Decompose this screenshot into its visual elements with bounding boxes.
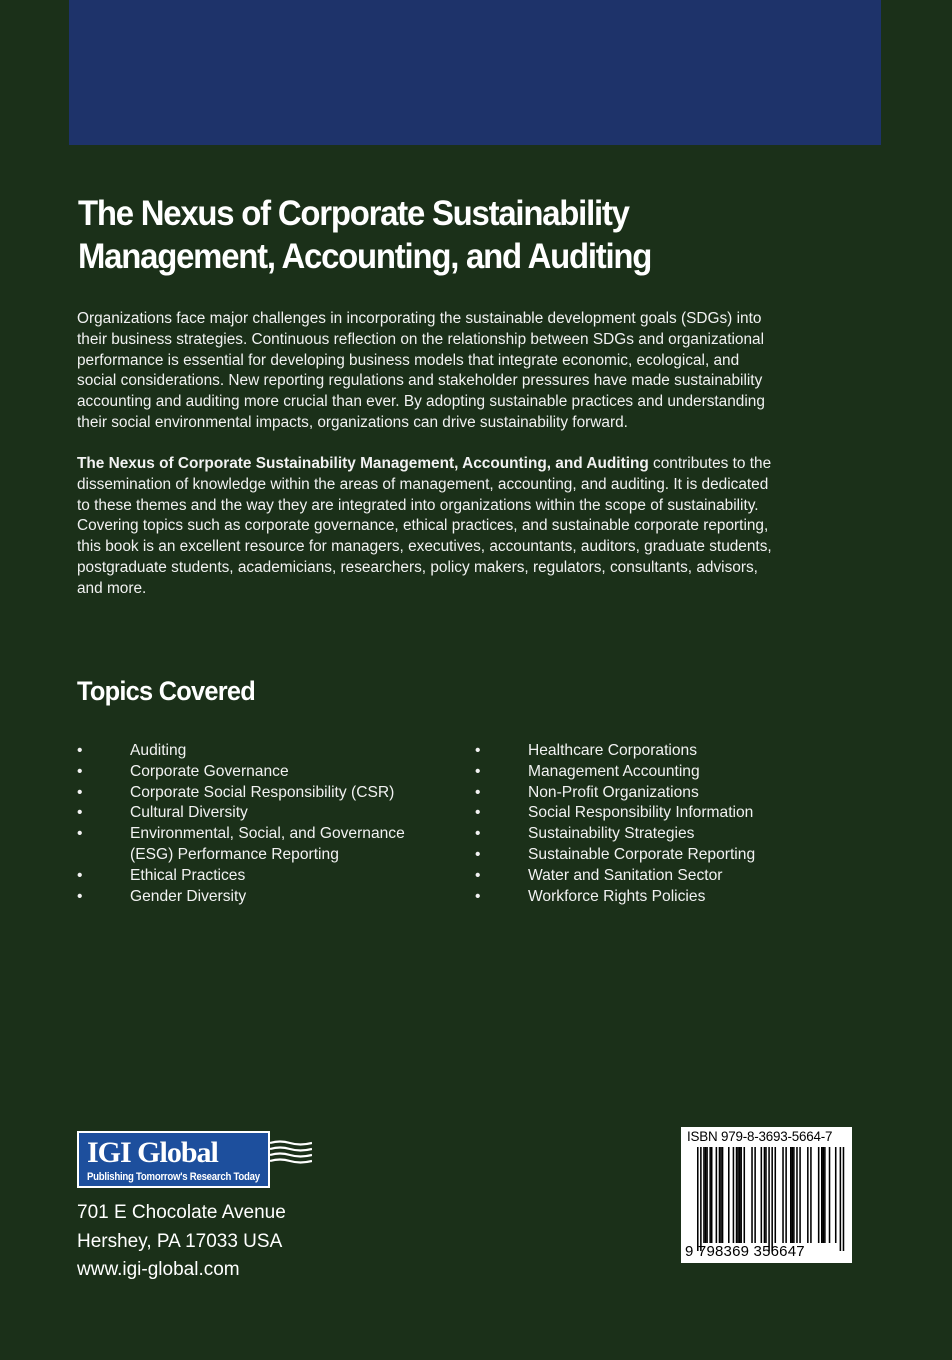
- address-street: 701 E Chocolate Avenue: [77, 1202, 286, 1223]
- bullet-icon: •: [475, 804, 481, 822]
- bullet-icon: •: [475, 866, 481, 884]
- barcode-bar: [782, 1147, 784, 1243]
- paragraph-line: [77, 454, 877, 475]
- topic-label: Water and Sanitation Sector: [528, 866, 723, 884]
- barcode-bar: [700, 1147, 702, 1251]
- barcode-bar: [739, 1147, 741, 1243]
- barcode-bar: [765, 1147, 767, 1243]
- topic-item: [77, 783, 457, 804]
- barcode-bar: [792, 1147, 794, 1243]
- barcode-bar: [775, 1147, 777, 1243]
- topic-label: Environmental, Social, and Governance: [130, 825, 405, 843]
- logo-name: IGI Global: [87, 1136, 218, 1169]
- topic-item: [77, 866, 457, 887]
- topic-item: [475, 783, 855, 804]
- bullet-icon: •: [475, 887, 481, 905]
- topic-label: Sustainability Strategies: [528, 825, 695, 843]
- barcode-bar: [706, 1147, 708, 1243]
- bullet-icon: •: [77, 825, 83, 843]
- topic-label: Corporate Social Responsibility (CSR): [130, 783, 395, 801]
- barcode-bar: [716, 1147, 718, 1243]
- barcode-bar: [835, 1147, 837, 1243]
- barcode-bar: [705, 1147, 707, 1243]
- paragraph-line: dissemination of knowledge within the areas of management, accounting, and auditing. It is dedicated: [77, 475, 769, 493]
- barcode-bar: [840, 1147, 842, 1251]
- isbn-label: ISBN 979-8-3693-5664-7: [687, 1129, 833, 1144]
- barcode-bar: [754, 1147, 756, 1243]
- logo-tagline: Publishing Tomorrow's Research Today: [87, 1171, 260, 1183]
- barcode-bar: [719, 1147, 721, 1243]
- topics-list-right: [475, 741, 855, 907]
- barcode-bar: [824, 1147, 826, 1243]
- barcode-icon: [687, 1147, 847, 1251]
- topic-label: Cultural Diversity: [130, 804, 248, 822]
- barcode-bar: [790, 1147, 792, 1243]
- book-title-inline: The Nexus of Corporate Sustainability Management, Accounting, and Auditing: [77, 455, 649, 472]
- top-color-band: [69, 0, 881, 145]
- topics-heading: Topics Covered: [77, 676, 255, 706]
- barcode-bar: [744, 1147, 746, 1243]
- barcode-bar: [818, 1147, 820, 1243]
- barcode-bar: [793, 1147, 795, 1243]
- barcode-bar: [722, 1147, 724, 1243]
- barcode-digits: 9 798369 356647: [685, 1243, 805, 1260]
- barcode-bar: [796, 1147, 798, 1243]
- paragraph-line: performance is essential for developing business models that integrate economic, ecological, and: [77, 351, 740, 369]
- topic-label: Non-Profit Organizations: [528, 783, 699, 801]
- publisher-website: www.igi-global.com: [77, 1259, 240, 1280]
- paragraph-line: postgraduate students, academicians, researchers, policy makers, regulators, consultants, advisors,: [77, 558, 758, 576]
- barcode-bar: [764, 1147, 766, 1243]
- topic-item: [475, 845, 855, 866]
- logo-waves-icon: [270, 1139, 312, 1167]
- bullet-icon: •: [475, 742, 481, 759]
- logo-box: [77, 1131, 270, 1188]
- topic-label: Gender Diversity: [130, 887, 247, 905]
- topic-item: [475, 887, 855, 908]
- barcode-bar: [771, 1147, 773, 1251]
- bullet-icon: •: [475, 783, 481, 801]
- topic-label: Healthcare Corporations: [528, 742, 698, 759]
- bullet-icon: •: [475, 825, 481, 843]
- topic-item: [475, 762, 855, 783]
- paragraph-line: Covering topics such as corporate governance, ethical practices, and sustainable corporate reporting,: [77, 517, 769, 535]
- bullet-icon: •: [77, 804, 83, 822]
- paragraph-line: social considerations. New reporting regulations and stakeholder pressures have made sustainability: [77, 372, 763, 390]
- bullet-icon: •: [77, 783, 83, 801]
- topic-label: Corporate Governance: [130, 762, 289, 780]
- topics-list-left: [77, 741, 457, 907]
- barcode-bar: [807, 1147, 809, 1243]
- barcode-bar: [697, 1147, 699, 1251]
- topic-item: [77, 824, 457, 866]
- topic-label: Social Responsibility Information: [528, 804, 754, 822]
- topic-item: [475, 824, 855, 845]
- barcode-bar: [810, 1147, 812, 1243]
- topic-item: [475, 741, 855, 762]
- paragraph-line: accounting and auditing more crucial than ever. By adopting sustainable practices and understanding: [77, 393, 765, 411]
- topic-label: (ESG) Performance Reporting: [130, 845, 339, 863]
- barcode-bar: [709, 1147, 711, 1243]
- barcode-bar: [785, 1147, 787, 1243]
- address-city: Hershey, PA 17033 USA: [77, 1230, 283, 1252]
- topic-label: Sustainable Corporate Reporting: [528, 845, 756, 863]
- paragraph-line-rest: contributes to the: [648, 455, 772, 472]
- igi-global-logo: [77, 1131, 317, 1191]
- topic-item: [77, 803, 457, 824]
- topic-label: Auditing: [130, 742, 187, 759]
- barcode-bar: [740, 1147, 742, 1243]
- topic-item: [77, 741, 457, 762]
- barcode-bar: [843, 1147, 845, 1251]
- publisher-address: [77, 1199, 286, 1285]
- paragraph-line: their social environmental impacts, organizations can drive sustainability forward.: [77, 413, 628, 431]
- barcode-bar: [829, 1147, 831, 1243]
- barcode-bar: [799, 1147, 801, 1243]
- topic-item: [77, 887, 457, 908]
- paragraph-line: their business strategies. Continuous reflection on the relationship between SDGs and organizational: [77, 330, 765, 348]
- topic-label: Management Accounting: [528, 762, 700, 780]
- bullet-icon: •: [77, 762, 83, 780]
- isbn-barcode-box: [681, 1127, 852, 1263]
- barcode-bar: [737, 1147, 739, 1243]
- topic-label: Ethical Practices: [130, 866, 246, 884]
- description-paragraph-1: [77, 309, 877, 434]
- bullet-icon: •: [77, 866, 83, 884]
- topic-item: [475, 803, 855, 824]
- paragraph-line: and more.: [77, 579, 147, 597]
- barcode-bar: [821, 1147, 823, 1243]
- barcode-bar: [733, 1147, 735, 1243]
- barcode-bar: [823, 1147, 825, 1243]
- barcode-bar: [728, 1147, 730, 1243]
- barcode-bar: [761, 1147, 763, 1243]
- paragraph-line: this book is an excellent resource for managers, executives, accountants, auditors, graduate students,: [77, 538, 772, 556]
- paragraph-line: Organizations face major challenges in incorporating the sustainable development goals (SDGs) into: [77, 310, 762, 327]
- barcode-bar: [768, 1147, 770, 1251]
- barcode-bar: [751, 1147, 753, 1243]
- barcode-bar: [711, 1147, 713, 1243]
- paragraph-line: to these themes and the way they are integrated into organizations within the scope of sustainability.: [77, 496, 759, 514]
- barcode-bar: [720, 1147, 722, 1243]
- description-paragraph-2: [77, 454, 877, 600]
- bullet-icon: •: [77, 742, 83, 759]
- barcode-bar: [736, 1147, 738, 1243]
- topic-item: [77, 762, 457, 783]
- title-line-1: The Nexus of Corporate Sustainability: [78, 194, 629, 233]
- barcode-bar: [703, 1147, 705, 1243]
- book-title: [78, 192, 849, 278]
- topic-item: [475, 866, 855, 887]
- bullet-icon: •: [475, 845, 481, 863]
- topic-label: Workforce Rights Policies: [528, 887, 706, 905]
- bullet-icon: •: [77, 887, 83, 905]
- bullet-icon: •: [475, 762, 481, 780]
- title-line-2: Management, Accounting, and Auditing: [78, 237, 652, 276]
